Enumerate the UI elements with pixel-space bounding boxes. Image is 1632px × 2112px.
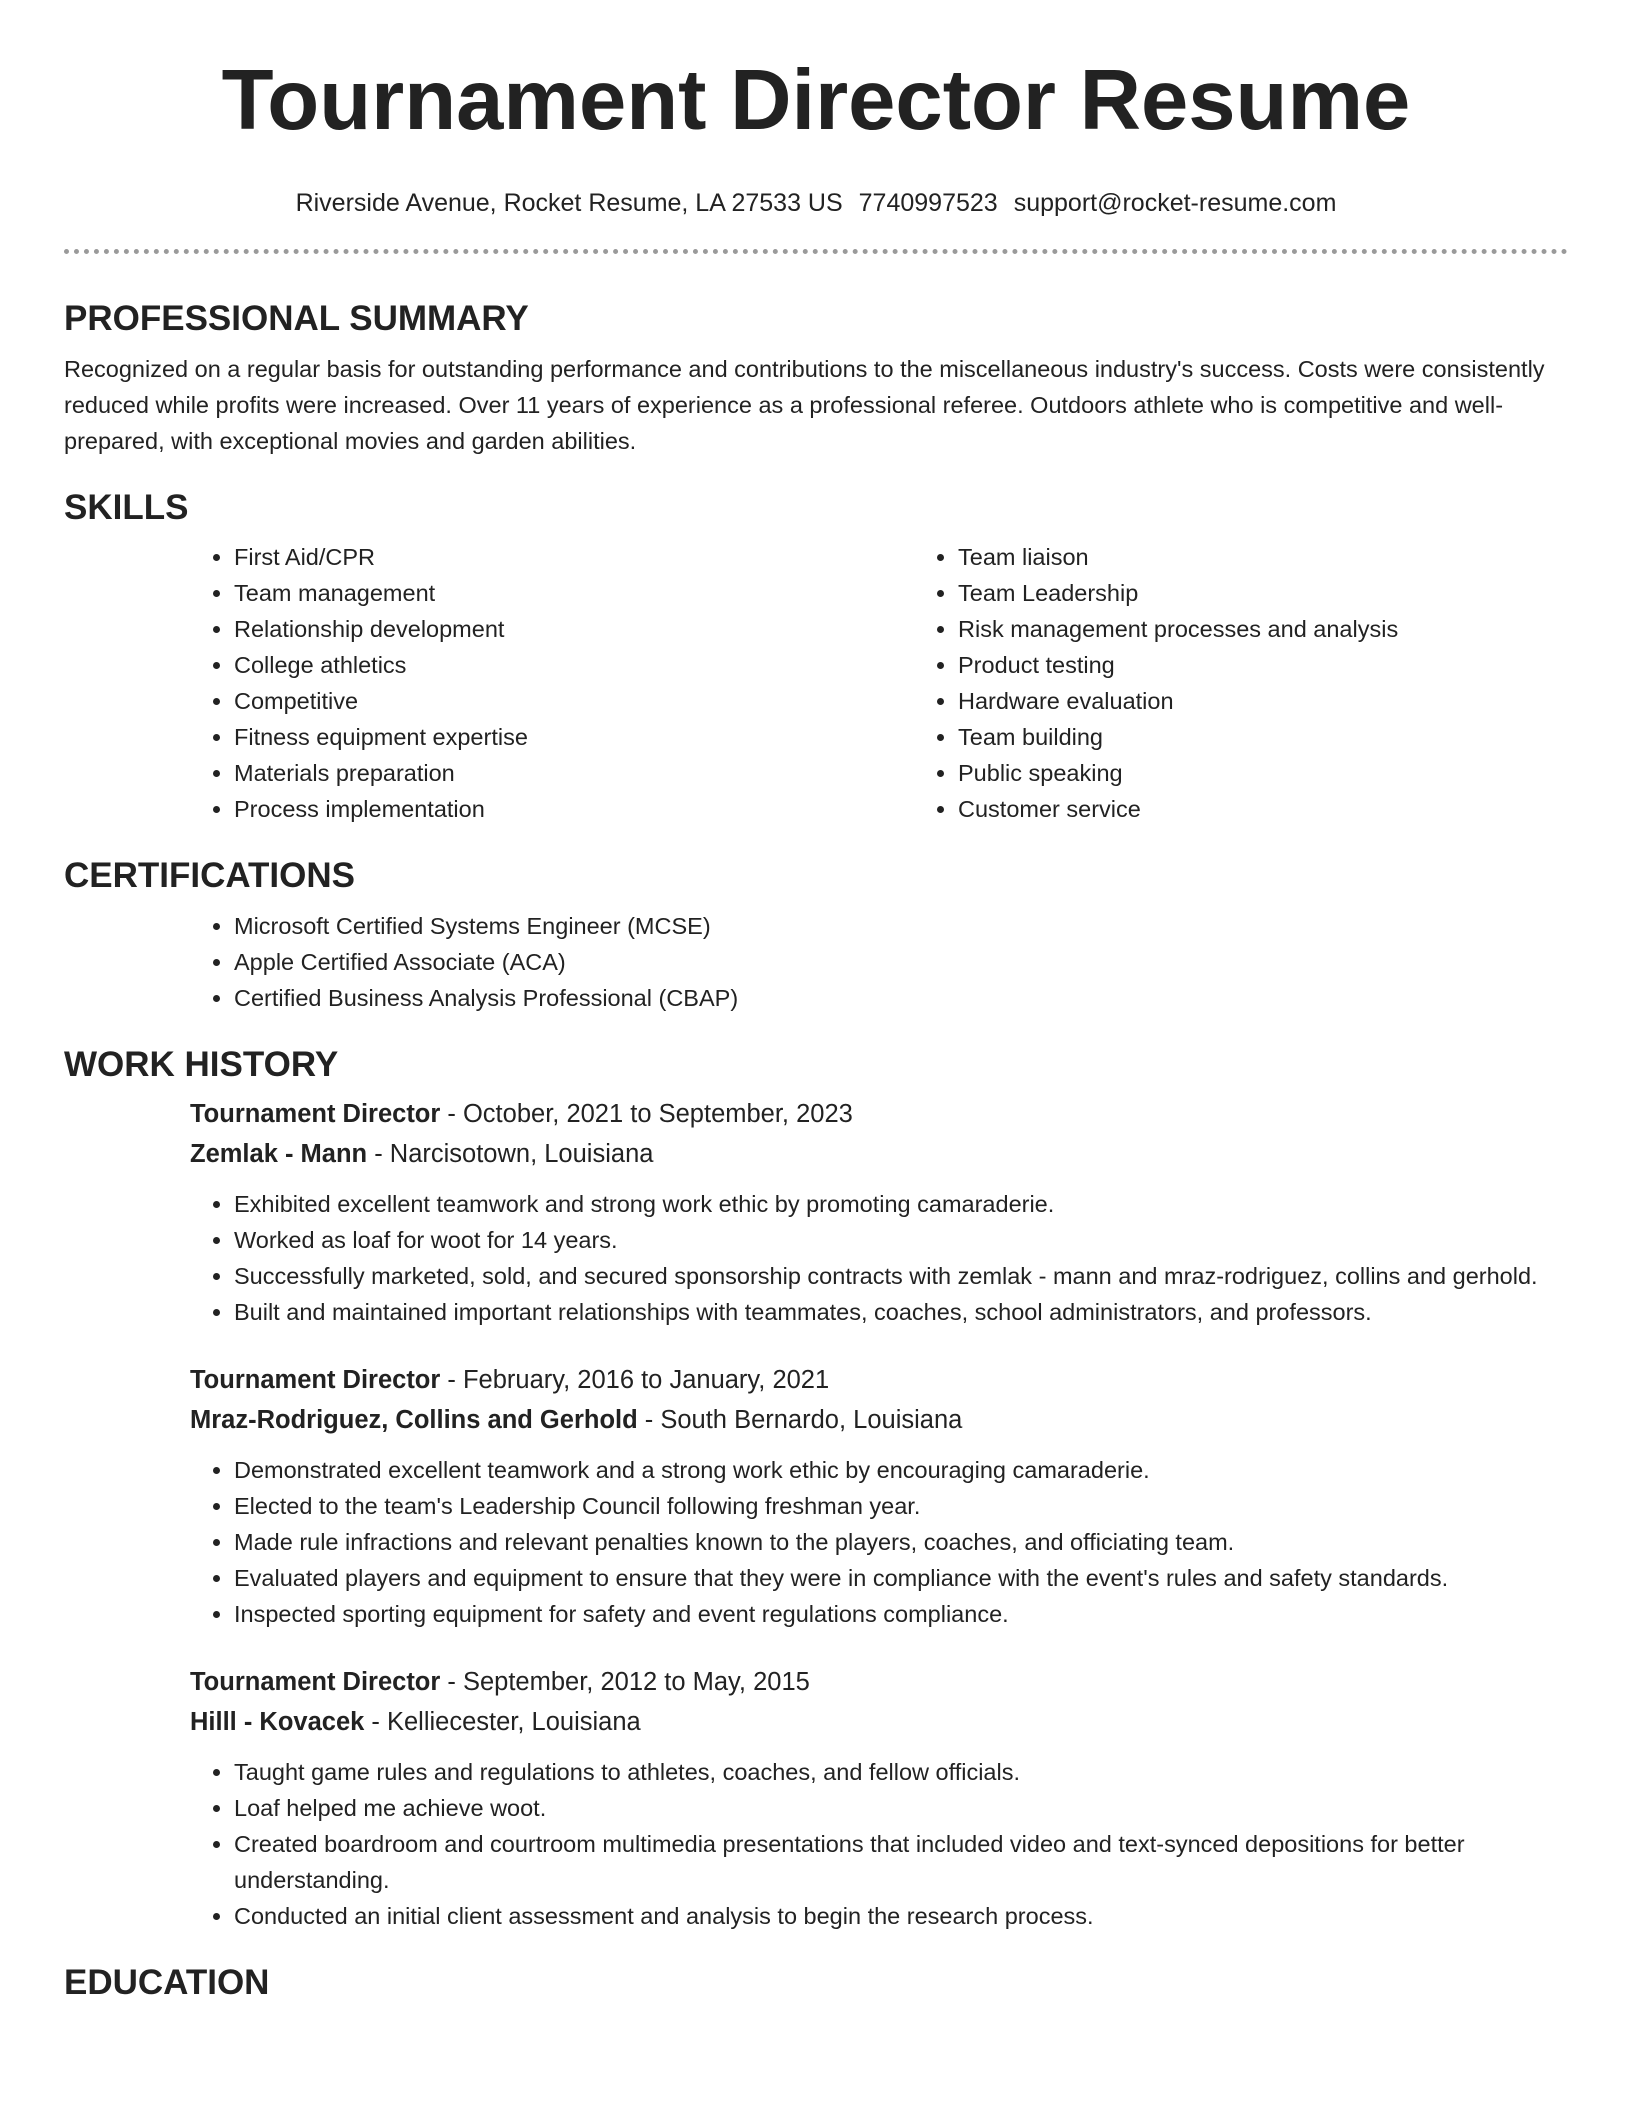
skill-item: • Fitness equipment expertise <box>234 719 914 755</box>
job-bullet: • Built and maintained important relationships with teammates, coaches, school administrators, and professors. <box>234 1294 1568 1330</box>
certifications-heading: CERTIFICATIONS <box>64 856 356 895</box>
job-role: Tournament Director <box>190 1668 441 1696</box>
skill-item: • Customer service <box>958 791 1398 827</box>
page-title: Tournament Director Resume <box>221 53 1411 148</box>
skill-item: • Team liaison <box>958 539 1398 575</box>
skill-item: • Team Leadership <box>958 575 1398 611</box>
certifications-bullets <box>190 908 1568 1016</box>
contact-email: support@rocket-resume.com <box>1013 189 1337 217</box>
job-title-line <box>190 1662 1568 1702</box>
work-history-heading: WORK HISTORY <box>64 1044 339 1084</box>
contact-address: Riverside Avenue, Rocket Resume, LA 27533 US <box>295 189 843 217</box>
skill-item: • Materials preparation <box>234 755 914 791</box>
job-bullet: • Made rule infractions and relevant penalties known to the players, coaches, and officiating team. <box>234 1524 1568 1560</box>
skill-item: • Process implementation <box>234 791 914 827</box>
job-location: - South Bernardo, Louisiana <box>637 1406 963 1434</box>
job-bullet: • Taught game rules and regulations to athletes, coaches, and fellow officials. <box>234 1754 1568 1790</box>
certification-item: • Certified Business Analysis Professional (CBAP) <box>234 980 1568 1016</box>
job-dates: - September, 2012 to May, 2015 <box>440 1668 810 1696</box>
job-bullets <box>190 1186 1568 1330</box>
job-bullet: • Created boardroom and courtroom multimedia presentations that included video and text-synced depositions for better understanding. <box>234 1826 1568 1898</box>
contact-phone: 7740997523 <box>858 189 998 217</box>
header-divider <box>64 249 1568 254</box>
job-company-line <box>190 1400 1568 1440</box>
certification-item: • Apple Certified Associate (ACA) <box>234 944 1568 980</box>
skill-item: • Relationship development <box>234 611 914 647</box>
contact-line <box>64 188 1568 218</box>
job-company: Mraz-Rodriguez, Collins and Gerhold <box>190 1406 638 1434</box>
summary-text: Recognized on a regular basis for outstanding performance and contributions to the miscellaneous industry's success. Costs were consistently reduced while profits were increased. Over 11 years of experience as a professional referee. Outdoors athlete who is competitive and well-prepared, with exceptional movies and garden abilities. <box>64 355 1545 454</box>
skill-item: • Risk management processes and analysis <box>958 611 1398 647</box>
job-bullets <box>190 1754 1568 1934</box>
job-entry-1 <box>190 1094 1568 1330</box>
job-bullet: • Elected to the team's Leadership Council following freshman year. <box>234 1488 1568 1524</box>
job-bullet: • Conducted an initial client assessment and analysis to begin the research process. <box>234 1898 1568 1934</box>
job-bullets <box>190 1452 1568 1632</box>
skills-left-column <box>190 539 914 827</box>
job-role: Tournament Director <box>190 1366 441 1394</box>
job-bullet: • Exhibited excellent teamwork and strong work ethic by promoting camaraderie. <box>234 1186 1568 1222</box>
job-title-line <box>190 1360 1568 1400</box>
job-company: Zemlak - Mann <box>190 1140 368 1168</box>
skills-list <box>190 539 1568 827</box>
job-bullet: • Evaluated players and equipment to ensure that they were in compliance with the event's rules and safety standards. <box>234 1560 1568 1596</box>
job-bullet: • Demonstrated excellent teamwork and a strong work ethic by encouraging camaraderie. <box>234 1452 1568 1488</box>
job-dates: - October, 2021 to September, 2023 <box>440 1100 853 1128</box>
job-bullet: • Loaf helped me achieve woot. <box>234 1790 1568 1826</box>
job-bullet: • Successfully marketed, sold, and secured sponsorship contracts with zemlak - mann and mraz-rodriguez, collins and gerhold. <box>234 1258 1568 1294</box>
skills-heading: SKILLS <box>64 487 189 527</box>
job-bullet: • Inspected sporting equipment for safety and event regulations compliance. <box>234 1596 1568 1632</box>
job-company-line <box>190 1134 1568 1174</box>
skill-item: • Product testing <box>958 647 1398 683</box>
skill-item: • First Aid/CPR <box>234 539 914 575</box>
job-company: Hilll - Kovacek <box>190 1708 365 1736</box>
skill-item: • Hardware evaluation <box>958 683 1398 719</box>
skill-item: • College athletics <box>234 647 914 683</box>
certifications-list <box>190 908 1568 1016</box>
job-role: Tournament Director <box>190 1100 441 1128</box>
skills-right-column <box>914 539 1398 827</box>
job-title-line <box>190 1094 1568 1134</box>
certification-item: • Microsoft Certified Systems Engineer (MCSE) <box>234 908 1568 944</box>
job-dates: - February, 2016 to January, 2021 <box>440 1366 830 1394</box>
skill-item: • Public speaking <box>958 755 1398 791</box>
job-entry-3 <box>190 1662 1568 1934</box>
job-bullet: • Worked as loaf for woot for 14 years. <box>234 1222 1568 1258</box>
education-heading: EDUCATION <box>64 1963 270 2002</box>
skill-item: • Team building <box>958 719 1398 755</box>
job-entry-2 <box>190 1360 1568 1632</box>
job-location: - Kelliecester, Louisiana <box>364 1708 641 1736</box>
skill-item: • Team management <box>234 575 914 611</box>
job-location: - Narcisotown, Louisiana <box>367 1140 654 1168</box>
summary-heading: PROFESSIONAL SUMMARY <box>64 299 529 338</box>
skill-item: • Competitive <box>234 683 914 719</box>
job-company-line <box>190 1702 1568 1742</box>
